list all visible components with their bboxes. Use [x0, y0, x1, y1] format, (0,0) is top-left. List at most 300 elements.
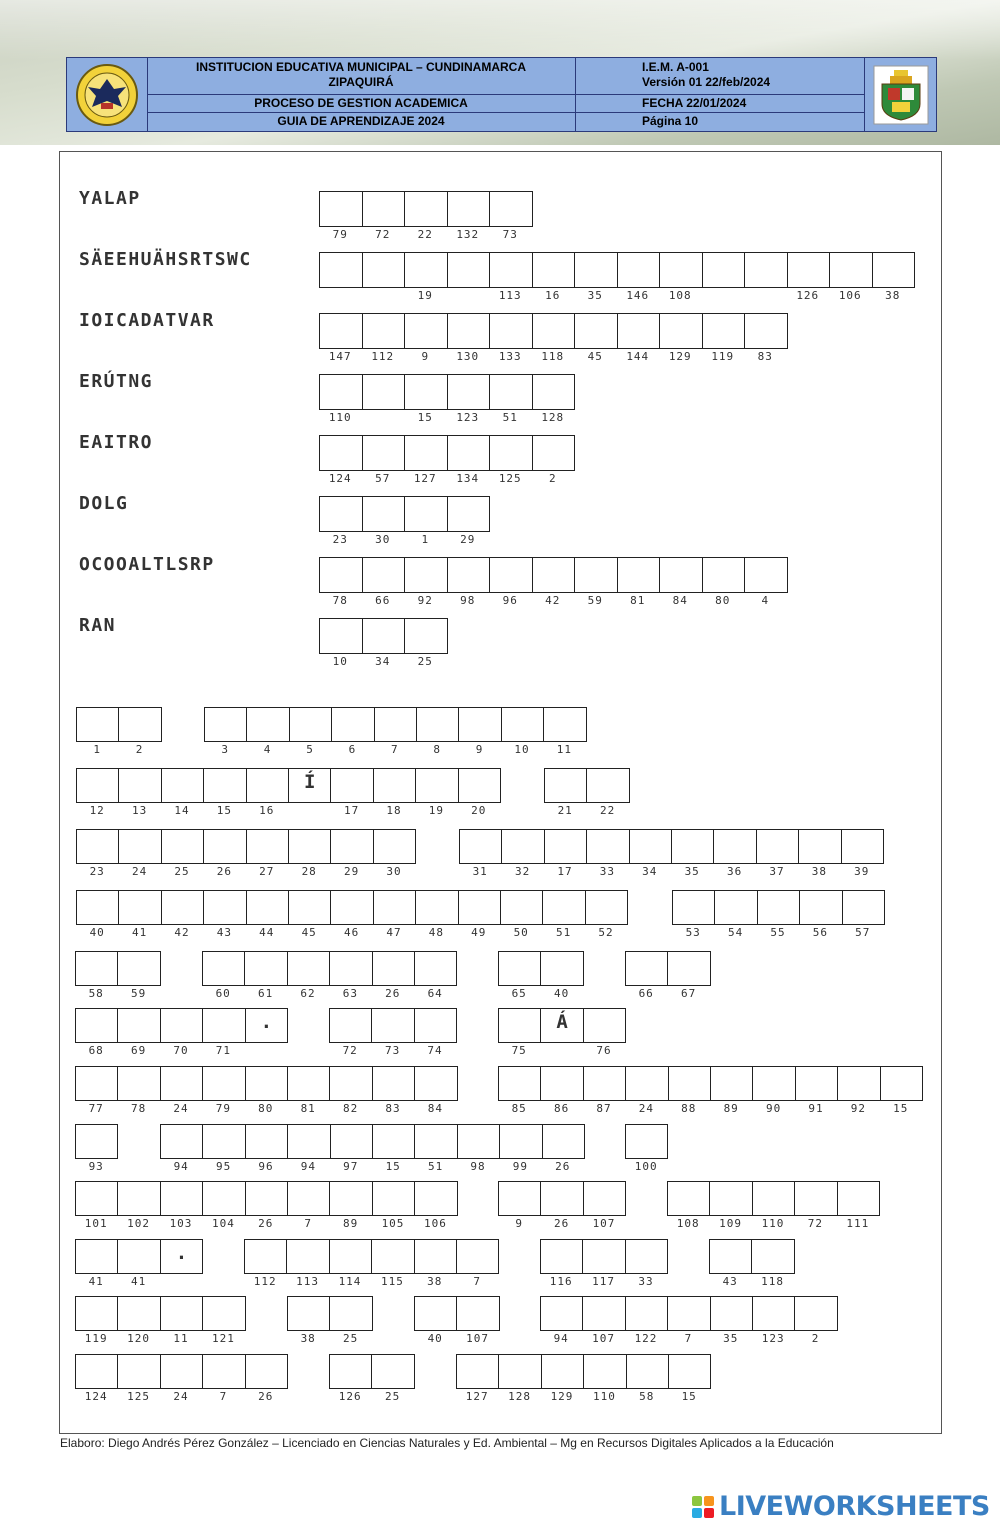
answer-box[interactable] — [161, 829, 204, 864]
box-number: 111 — [846, 1217, 870, 1230]
answer-box[interactable] — [286, 1239, 329, 1274]
answer-box[interactable] — [447, 191, 491, 227]
answer-box[interactable] — [872, 252, 916, 288]
box-number: 81 — [300, 1102, 316, 1115]
answer-box[interactable] — [625, 1066, 668, 1101]
author-credit: Elaboro: Diego Andrés Pérez González – Licenciado en Ciencias Naturales y Ed. Ambiental – Mg en Recursos Digitales Aplicados a la Educación — [60, 1436, 834, 1450]
answer-box[interactable] — [498, 1181, 541, 1216]
box-number: 5 — [306, 743, 314, 756]
answer-box[interactable] — [501, 829, 544, 864]
answer-box[interactable] — [75, 1181, 118, 1216]
answer-box[interactable] — [415, 890, 458, 925]
answer-box[interactable] — [76, 768, 119, 803]
answer-box[interactable] — [287, 1296, 330, 1331]
answer-box[interactable] — [288, 768, 331, 803]
answer-box[interactable] — [330, 829, 373, 864]
answer-box[interactable] — [456, 1239, 499, 1274]
answer-box[interactable] — [540, 1066, 583, 1101]
answer-box[interactable] — [319, 191, 363, 227]
answer-box[interactable] — [203, 768, 246, 803]
answer-box[interactable] — [629, 829, 672, 864]
box-number: 61 — [257, 987, 274, 1000]
answer-box[interactable] — [498, 1354, 541, 1389]
box-number: 9 — [475, 743, 484, 756]
answer-box[interactable] — [329, 1008, 372, 1043]
answer-box[interactable] — [246, 768, 289, 803]
answer-box[interactable] — [362, 252, 406, 288]
answer-box[interactable] — [75, 1239, 118, 1274]
answer-box[interactable] — [329, 1354, 372, 1389]
answer-box[interactable] — [625, 1296, 668, 1331]
box-number: 1 — [93, 743, 101, 756]
answer-box[interactable] — [75, 1296, 118, 1331]
answer-box[interactable] — [117, 1008, 160, 1043]
answer-box[interactable] — [710, 1066, 753, 1101]
answer-box[interactable] — [574, 557, 618, 593]
answer-box[interactable] — [489, 313, 533, 349]
answer-box[interactable] — [672, 890, 715, 925]
answer-box[interactable] — [246, 890, 289, 925]
answer-box[interactable] — [585, 890, 628, 925]
answer-box[interactable] — [709, 1239, 752, 1274]
document-version: Versión 01 22/feb/2024 — [642, 75, 771, 89]
answer-box[interactable] — [499, 1124, 542, 1159]
answer-box[interactable] — [837, 1181, 880, 1216]
answer-box[interactable] — [160, 1296, 203, 1331]
box-number: 25 — [174, 865, 190, 878]
school-crest-icon — [67, 58, 147, 131]
answer-box[interactable] — [457, 1124, 500, 1159]
answer-box[interactable] — [331, 707, 374, 742]
box-number: 14 — [174, 804, 190, 817]
answer-box[interactable] — [489, 435, 533, 471]
answer-box[interactable] — [794, 1181, 837, 1216]
answer-box[interactable] — [625, 1239, 668, 1274]
answer-box[interactable] — [202, 1066, 245, 1101]
answer-box[interactable] — [456, 1296, 499, 1331]
box-number: 42 — [545, 594, 561, 607]
answer-box[interactable] — [330, 1124, 373, 1159]
box-number: 51 — [502, 411, 518, 424]
answer-box[interactable] — [404, 496, 448, 532]
answer-box[interactable] — [288, 890, 331, 925]
answer-box[interactable] — [582, 1239, 625, 1274]
answer-box[interactable] — [202, 951, 245, 986]
answer-box[interactable] — [414, 1124, 457, 1159]
box-number: 92 — [417, 594, 433, 607]
answer-box[interactable] — [795, 1066, 838, 1101]
box-number: 15 — [216, 804, 233, 817]
answer-box[interactable] — [319, 557, 363, 593]
box-number: 69 — [130, 1044, 147, 1057]
box-number: 18 — [386, 804, 402, 817]
answer-box[interactable] — [202, 1008, 245, 1043]
answer-box[interactable] — [371, 1008, 414, 1043]
answer-box[interactable] — [702, 557, 746, 593]
answer-box[interactable] — [542, 1124, 585, 1159]
answer-box[interactable] — [203, 829, 246, 864]
answer-box[interactable] — [583, 1008, 626, 1043]
answer-box[interactable] — [404, 618, 448, 654]
answer-box[interactable] — [75, 1066, 118, 1101]
answer-box[interactable] — [289, 707, 332, 742]
answer-box[interactable] — [362, 618, 406, 654]
answer-box[interactable] — [75, 1124, 118, 1159]
answer-box[interactable] — [404, 435, 448, 471]
city-name: ZIPAQUIRÁ — [328, 75, 394, 89]
answer-box[interactable] — [76, 707, 119, 742]
box-number: 2 — [811, 1332, 820, 1345]
answer-box[interactable] — [160, 1239, 203, 1274]
answer-box[interactable] — [362, 191, 406, 227]
answer-box[interactable] — [668, 1354, 711, 1389]
answer-box[interactable] — [362, 496, 406, 532]
answer-box[interactable] — [714, 890, 757, 925]
answer-box[interactable] — [586, 829, 629, 864]
answer-box[interactable] — [329, 1296, 372, 1331]
answer-box[interactable] — [543, 707, 586, 742]
answer-box[interactable] — [76, 890, 119, 925]
answer-box[interactable] — [416, 707, 459, 742]
answer-box[interactable] — [540, 1239, 583, 1274]
answer-box[interactable] — [329, 1239, 372, 1274]
answer-box[interactable] — [702, 313, 746, 349]
answer-box[interactable] — [583, 1354, 626, 1389]
answer-box[interactable] — [744, 557, 788, 593]
answer-box[interactable] — [287, 1181, 330, 1216]
answer-box[interactable] — [404, 374, 448, 410]
answer-box[interactable] — [668, 1066, 711, 1101]
answer-box[interactable] — [544, 829, 587, 864]
answer-box[interactable] — [374, 707, 417, 742]
answer-box[interactable] — [371, 1239, 414, 1274]
box-number: 20 — [471, 804, 487, 817]
answer-box[interactable] — [447, 374, 491, 410]
answer-box[interactable] — [532, 313, 576, 349]
answer-box[interactable] — [586, 768, 629, 803]
box-number: 19 — [428, 804, 445, 817]
answer-box[interactable] — [744, 252, 788, 288]
box-number: 82 — [342, 1102, 359, 1115]
answer-box[interactable] — [794, 1296, 837, 1331]
box-number: 56 — [812, 926, 829, 939]
box-number: 108 — [668, 289, 692, 302]
answer-box[interactable] — [757, 890, 800, 925]
answer-box[interactable] — [574, 313, 618, 349]
document-header — [66, 57, 937, 132]
answer-box[interactable] — [203, 890, 246, 925]
answer-box[interactable] — [117, 1181, 160, 1216]
answer-box[interactable] — [404, 313, 448, 349]
answer-box[interactable] — [667, 1296, 710, 1331]
answer-box[interactable] — [373, 890, 416, 925]
answer-box[interactable] — [245, 1354, 288, 1389]
box-number: 110 — [328, 411, 352, 424]
answer-box[interactable] — [671, 829, 714, 864]
answer-box[interactable] — [709, 1181, 752, 1216]
answer-box[interactable] — [498, 1066, 541, 1101]
box-number: 129 — [668, 350, 692, 363]
answer-box[interactable] — [447, 557, 491, 593]
box-number: 55 — [770, 926, 786, 939]
answer-box[interactable] — [362, 313, 406, 349]
box-number: 28 — [301, 865, 317, 878]
answer-box[interactable] — [702, 252, 746, 288]
answer-box[interactable] — [415, 768, 458, 803]
box-number: 29 — [460, 533, 476, 546]
answer-box[interactable] — [532, 435, 576, 471]
answer-box[interactable] — [373, 768, 416, 803]
answer-box[interactable] — [160, 1181, 203, 1216]
box-number: 52 — [598, 926, 614, 939]
answer-box[interactable] — [713, 829, 756, 864]
answer-box[interactable] — [244, 951, 287, 986]
answer-box[interactable] — [204, 707, 247, 742]
answer-box[interactable] — [246, 707, 289, 742]
answer-box[interactable] — [287, 1124, 330, 1159]
answer-box[interactable] — [245, 1181, 288, 1216]
given-letter: Á — [556, 1011, 568, 1033]
box-number: 43 — [722, 1275, 738, 1288]
answer-box[interactable] — [489, 191, 533, 227]
answer-box[interactable] — [659, 557, 703, 593]
page-number: Página 10 — [642, 114, 699, 128]
answer-box[interactable] — [667, 951, 710, 986]
answer-box[interactable] — [500, 890, 543, 925]
answer-box[interactable] — [414, 1181, 457, 1216]
box-number: 107 — [592, 1332, 616, 1345]
answer-box[interactable] — [117, 1066, 160, 1101]
answer-box[interactable] — [161, 890, 204, 925]
answer-box[interactable] — [458, 768, 501, 803]
answer-box[interactable] — [458, 890, 501, 925]
answer-box[interactable] — [362, 374, 406, 410]
answer-box[interactable] — [532, 252, 576, 288]
answer-box[interactable] — [752, 1066, 795, 1101]
box-number: 113 — [296, 1275, 320, 1288]
answer-box[interactable] — [414, 1296, 457, 1331]
answer-box[interactable] — [498, 951, 541, 986]
box-number: 24 — [173, 1102, 189, 1115]
answer-box[interactable] — [414, 951, 457, 986]
answer-box[interactable] — [617, 557, 661, 593]
answer-box[interactable] — [498, 1008, 541, 1043]
answer-box[interactable] — [245, 1066, 288, 1101]
answer-box[interactable] — [117, 1239, 160, 1274]
answer-box[interactable] — [245, 1008, 288, 1043]
answer-box[interactable] — [710, 1296, 753, 1331]
box-number: 109 — [719, 1217, 743, 1230]
answer-box[interactable] — [540, 1181, 583, 1216]
answer-box[interactable] — [329, 951, 372, 986]
answer-box[interactable] — [837, 1066, 880, 1101]
box-number: 38 — [811, 865, 828, 878]
answer-box[interactable] — [880, 1066, 923, 1101]
box-number: 89 — [723, 1102, 739, 1115]
answer-box[interactable] — [489, 557, 533, 593]
brand-name: LIVEWORKSHEETS — [719, 1491, 990, 1522]
answer-box[interactable] — [617, 252, 661, 288]
answer-box[interactable] — [372, 951, 415, 986]
answer-box[interactable] — [161, 768, 204, 803]
answer-box[interactable] — [456, 1354, 499, 1389]
answer-box[interactable] — [459, 829, 502, 864]
answer-box[interactable] — [75, 1008, 118, 1043]
answer-box[interactable] — [799, 890, 842, 925]
answer-box[interactable] — [752, 1296, 795, 1331]
answer-box[interactable] — [118, 768, 161, 803]
answer-box[interactable] — [414, 1008, 457, 1043]
answer-box[interactable] — [202, 1124, 245, 1159]
box-number: 112 — [253, 1275, 277, 1288]
answer-box[interactable] — [118, 829, 161, 864]
answer-box[interactable] — [245, 1124, 288, 1159]
box-number: 94 — [553, 1332, 569, 1345]
answer-box[interactable] — [118, 890, 161, 925]
answer-box[interactable] — [404, 557, 448, 593]
answer-box[interactable] — [582, 1296, 625, 1331]
box-number: 40 — [427, 1332, 443, 1345]
box-number: 105 — [381, 1217, 405, 1230]
answer-box[interactable] — [404, 252, 448, 288]
answer-box[interactable] — [288, 829, 331, 864]
box-number: 11 — [556, 743, 573, 756]
box-number: 64 — [427, 987, 443, 1000]
answer-box[interactable] — [330, 890, 373, 925]
answer-box[interactable] — [372, 1066, 415, 1101]
box-number: 74 — [427, 1044, 443, 1057]
box-number: 68 — [88, 1044, 104, 1057]
answer-box[interactable] — [75, 1354, 118, 1389]
answer-box[interactable] — [319, 435, 363, 471]
answer-box[interactable] — [447, 252, 491, 288]
answer-box[interactable] — [751, 1239, 794, 1274]
answer-box[interactable] — [617, 313, 661, 349]
answer-box[interactable] — [574, 252, 618, 288]
box-number: 107 — [466, 1332, 490, 1345]
answer-box[interactable] — [372, 1181, 415, 1216]
answer-box[interactable] — [319, 618, 363, 654]
answer-box[interactable] — [489, 374, 533, 410]
box-number: 106 — [838, 289, 862, 302]
answer-box[interactable] — [842, 890, 885, 925]
answer-box[interactable] — [540, 1008, 583, 1043]
answer-box[interactable] — [447, 496, 491, 532]
answer-box[interactable] — [329, 1066, 372, 1101]
answer-box[interactable] — [160, 1008, 203, 1043]
answer-box[interactable] — [841, 829, 884, 864]
answer-box[interactable] — [76, 829, 119, 864]
answer-box[interactable] — [287, 951, 330, 986]
answer-box[interactable] — [362, 557, 406, 593]
answer-box[interactable] — [329, 1181, 372, 1216]
answer-box[interactable] — [244, 1239, 287, 1274]
answer-box[interactable] — [373, 829, 416, 864]
answer-box[interactable] — [372, 1124, 415, 1159]
box-number: 57 — [855, 926, 871, 939]
answer-box[interactable] — [829, 252, 873, 288]
answer-box[interactable] — [202, 1296, 245, 1331]
answer-box[interactable] — [319, 313, 363, 349]
box-number: 10 — [514, 743, 530, 756]
answer-box[interactable] — [501, 707, 544, 742]
box-number: 71 — [215, 1044, 232, 1057]
answer-box[interactable] — [404, 191, 448, 227]
answer-box[interactable] — [319, 252, 363, 288]
answer-box[interactable] — [752, 1181, 795, 1216]
box-number: 60 — [215, 987, 231, 1000]
answer-box[interactable] — [319, 374, 363, 410]
answer-box[interactable] — [583, 1181, 626, 1216]
answer-box[interactable] — [202, 1354, 245, 1389]
answer-box[interactable] — [532, 557, 576, 593]
box-number: 51 — [555, 926, 572, 939]
answer-box[interactable] — [117, 1296, 160, 1331]
answer-box[interactable] — [160, 1066, 203, 1101]
box-number: 23 — [89, 865, 105, 878]
answer-box[interactable] — [541, 1354, 584, 1389]
box-number: 26 — [385, 987, 401, 1000]
scrambled-word: OCOOALTLSRP — [79, 554, 215, 575]
box-number: 100 — [634, 1160, 658, 1173]
answer-box[interactable] — [489, 252, 533, 288]
answer-box[interactable] — [414, 1239, 457, 1274]
guide-name: GUIA DE APRENDIZAJE 2024 — [277, 114, 445, 128]
answer-box[interactable] — [532, 374, 576, 410]
answer-box[interactable] — [371, 1354, 414, 1389]
answer-box[interactable] — [414, 1066, 457, 1101]
answer-box[interactable] — [787, 252, 831, 288]
answer-box[interactable] — [362, 435, 406, 471]
answer-box[interactable] — [246, 829, 289, 864]
answer-box[interactable] — [330, 768, 373, 803]
box-number: 79 — [215, 1102, 232, 1115]
answer-box[interactable] — [625, 1124, 668, 1159]
answer-box[interactable] — [458, 707, 501, 742]
box-number: 116 — [549, 1275, 573, 1288]
answer-box[interactable] — [160, 1354, 203, 1389]
answer-box[interactable] — [544, 768, 587, 803]
answer-box[interactable] — [756, 829, 799, 864]
answer-box[interactable] — [117, 1354, 160, 1389]
box-number: 98 — [470, 1160, 486, 1173]
answer-box[interactable] — [798, 829, 841, 864]
answer-box[interactable] — [542, 890, 585, 925]
answer-box[interactable] — [540, 1296, 583, 1331]
answer-box[interactable] — [160, 1124, 203, 1159]
answer-box[interactable] — [540, 951, 583, 986]
answer-box[interactable] — [117, 951, 160, 986]
answer-box[interactable] — [447, 313, 491, 349]
box-number: 15 — [681, 1390, 697, 1403]
box-number: 125 — [127, 1390, 151, 1403]
answer-box[interactable] — [447, 435, 491, 471]
answer-box[interactable] — [202, 1181, 245, 1216]
answer-box[interactable] — [287, 1066, 330, 1101]
answer-box[interactable] — [625, 951, 668, 986]
answer-box[interactable] — [319, 496, 363, 532]
answer-box[interactable] — [118, 707, 161, 742]
answer-box[interactable] — [744, 313, 788, 349]
answer-box[interactable] — [659, 313, 703, 349]
answer-box[interactable] — [667, 1181, 710, 1216]
answer-box[interactable] — [75, 951, 118, 986]
answer-box[interactable] — [626, 1354, 669, 1389]
answer-box[interactable] — [583, 1066, 626, 1101]
box-number: 16 — [259, 804, 275, 817]
box-number: 124 — [328, 472, 352, 485]
answer-box[interactable] — [659, 252, 703, 288]
